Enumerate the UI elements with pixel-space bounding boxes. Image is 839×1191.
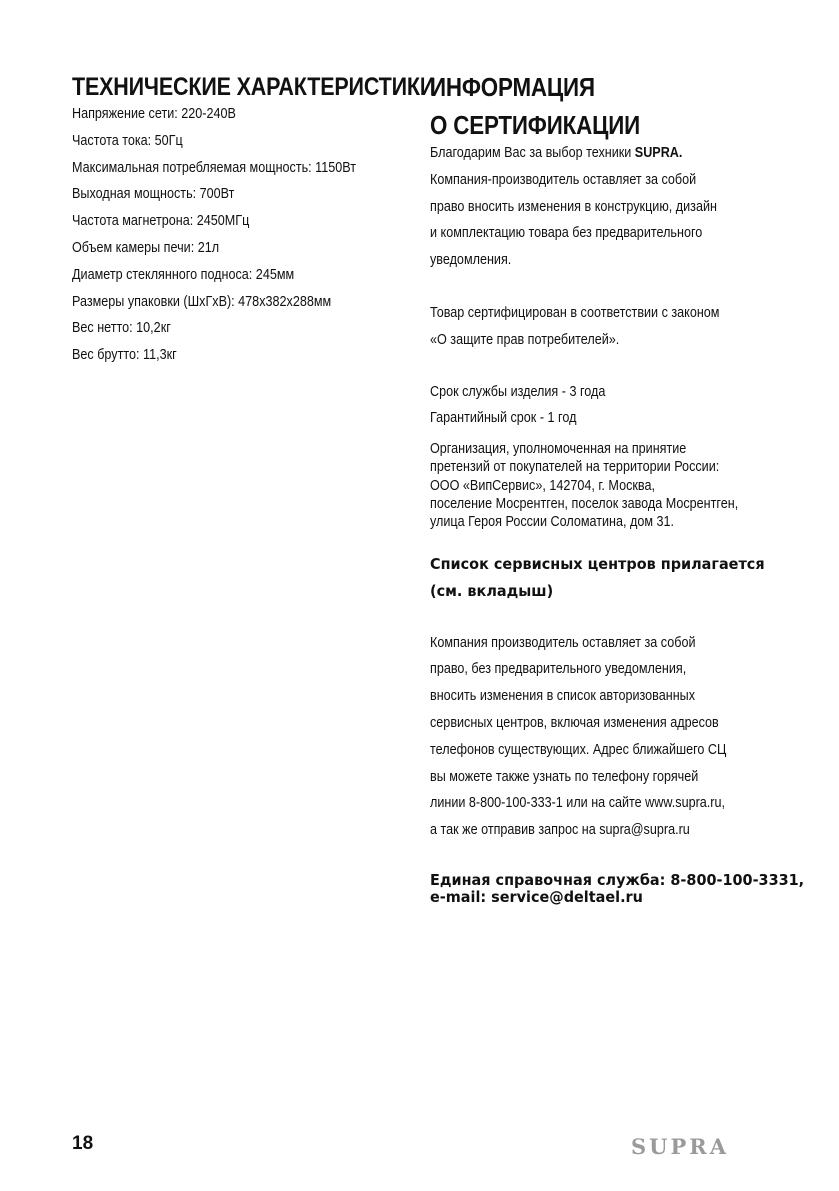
tech-specs-heading: ТЕХНИЧЕСКИЕ ХАРАКТЕРИСТИКИ xyxy=(72,73,436,101)
spec-item: Максимальная потребляемая мощность: 1150Вт xyxy=(72,158,357,176)
warranty-term: Гарантийный срок - 1 год xyxy=(430,409,577,427)
service-list-note: (см. вкладыш) xyxy=(430,581,554,600)
certified-line: Товар сертифицирован в соответствии с законом xyxy=(430,303,720,321)
org-line: поселение Мосрентген, поселок завода Мосрентген, xyxy=(430,495,739,513)
spec-list xyxy=(72,101,412,369)
thanks-brand: SUPRA. xyxy=(634,144,683,161)
spec-item: Вес брутто: 11,3кг xyxy=(72,346,177,364)
reserve-line: сервисных центров, включая изменения адресов xyxy=(430,714,719,732)
org-line: претензий от покупателей на территории России: xyxy=(430,458,720,476)
intro-line: Компания-производитель оставляет за собой xyxy=(430,170,697,188)
helpline-block xyxy=(430,871,805,907)
cert-heading-line1: ИНФОРМАЦИЯ xyxy=(430,72,595,102)
certified-line: «О защите прав потребителей». xyxy=(430,330,620,348)
reserve-line: право, без предварительного уведомления, xyxy=(430,660,687,678)
intro-line: уведомления. xyxy=(430,251,512,269)
service-life: Срок службы изделия - 3 года xyxy=(430,382,606,400)
org-block xyxy=(430,440,790,531)
cert-heading-line2: О СЕРТИФИКАЦИИ xyxy=(430,110,641,140)
reserve-line: Компания производитель оставляет за собой xyxy=(430,633,696,651)
reserve-line: а так же отправив запрос на supra@supra.ru xyxy=(430,821,690,839)
spec-item: Объем камеры печи: 21л xyxy=(72,238,220,256)
certification-section xyxy=(430,70,805,907)
spec-item: Частота тока: 50Гц xyxy=(72,131,183,149)
org-line: ООО «ВипСервис», 142704, г. Москва, xyxy=(430,476,655,494)
service-list-heading: Список сервисных центров прилагается xyxy=(430,554,765,573)
spec-item: Частота магнетрона: 2450МГц xyxy=(72,212,250,230)
reserve-line: линии 8-800-100-333-1 или на сайте www.supra.ru, xyxy=(430,794,726,812)
page-number: 18 xyxy=(72,1133,94,1154)
helpline-phone: Единая справочная служба: 8-800-100-3331, xyxy=(430,871,805,890)
spec-item: Напряжение сети: 220-240В xyxy=(72,105,236,122)
spec-item: Вес нетто: 10,2кг xyxy=(72,319,171,337)
reserve-line: вы можете также узнать по телефону горячей xyxy=(430,767,699,785)
org-line: Организация, уполномоченная на принятие xyxy=(430,440,687,458)
helpline-email: e-mail: service@deltael.ru xyxy=(430,888,643,907)
thanks-line xyxy=(430,140,732,167)
intro-line: и комплектацию товара без предварительного xyxy=(430,224,703,242)
tech-specs-section xyxy=(72,70,436,369)
spec-item: Размеры упаковки (ШхГхВ): 478х382х288мм xyxy=(72,292,332,310)
reserve-line: телефонов существующих. Адрес ближайшего СЦ xyxy=(430,740,727,758)
thanks-text: Благодарим Вас за выбор техники xyxy=(430,144,635,161)
reserve-block xyxy=(430,630,790,844)
reserve-line: вносить изменения в список авторизованных xyxy=(430,687,696,705)
org-line: улица Героя России Соломатина, дом 31. xyxy=(430,513,675,531)
brand-logo: SUPRA xyxy=(631,1134,730,1159)
intro-line: право вносить изменения в конструкцию, дизайн xyxy=(430,197,717,215)
spec-item: Выходная мощность: 700Вт xyxy=(72,185,235,203)
spec-item: Диаметр стеклянного подноса: 245мм xyxy=(72,265,295,283)
